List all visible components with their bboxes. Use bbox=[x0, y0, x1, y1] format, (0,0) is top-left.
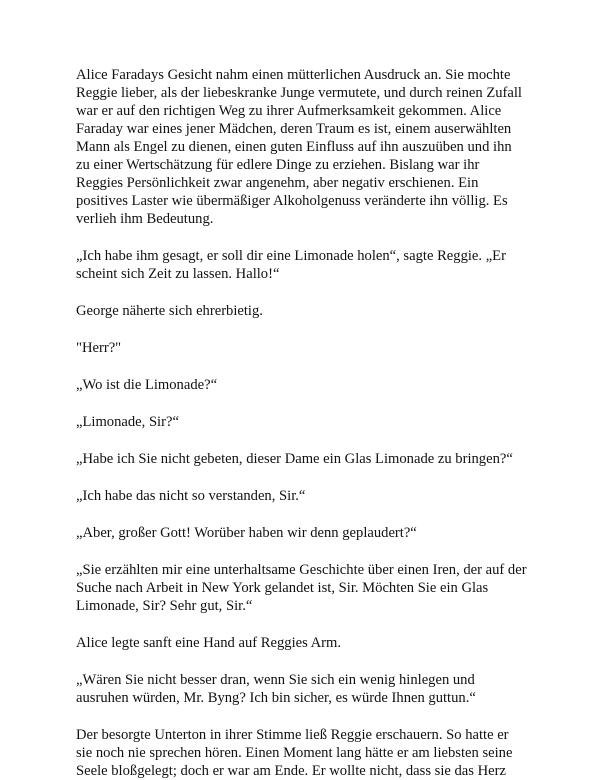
paragraph-not-understood: „Ich habe das nicht so verstanden, Sir.“ bbox=[76, 488, 306, 504]
paragraph-asked-bring: „Habe ich Sie nicht gebeten, dieser Dame ein Glas Limonade zu bringen?“ bbox=[76, 451, 513, 467]
paragraph-narration-alice: Alice Faradays Gesicht nahm einen mütterlichen Ausdruck an. Sie mochte Reggie lieber, als der liebeskranke Junge vermutete, und durch reinen Zufall war er auf den richtigen Weg zu ihrer Aufmerksamkeit gekommen. Alice Faraday war eines jener Mädchen, deren Traum es ist, einem auserwählten Mann als Engel zu dienen, einen guten Einfluss auf ihn auszuüben und ihn zu einer Wertschätzung für edlere Dinge zu erziehen. Bislang war ihr Reggies Persönlichkeit zwar angenehm, aber negativ erschienen. Ein positives Laster wie übermäßiger Alkoholgenuss veränderte ihn völlig. Es verlieh ihm Bedeutung. bbox=[76, 67, 522, 227]
paragraph-great-god: „Aber, großer Gott! Worüber haben wir denn geplaudert?“ bbox=[76, 525, 417, 541]
paragraph-george-approaches: George näherte sich ehrerbietig. bbox=[76, 303, 263, 319]
paragraph-irish-story: „Sie erzählten mir eine unterhaltsame Geschichte über einen Iren, der auf der Suche nach Arbeit in New York gelandet ist, Sir. Möchten Sie ein Glas Limonade, Sir? Sehr gut, Sir.“ bbox=[76, 562, 527, 614]
paragraph-lie-down: „Wären Sie nicht besser dran, wenn Sie sich ein wenig hinlegen und ausruhen würden, Mr. Byng? Ich bin sicher, es würde Ihnen guttun.“ bbox=[76, 672, 476, 706]
document-page bbox=[76, 66, 528, 780]
paragraph-reggie-limonade: „Ich habe ihm gesagt, er soll dir eine Limonade holen“, sagte Reggie. „Er scheint sich Zeit zu lassen. Hallo!“ bbox=[76, 248, 506, 282]
paragraph-alice-hand: Alice legte sanft eine Hand auf Reggies Arm. bbox=[76, 635, 342, 651]
paragraph-herr: "Herr?" bbox=[76, 340, 122, 356]
paragraph-limonade-sir: „Limonade, Sir?“ bbox=[76, 414, 179, 430]
paragraph-worried-tone: Der besorgte Unterton in ihrer Stimme ließ Reggie erschauern. So hatte er sie noch nie sprechen hören. Einen Moment lang hätte er am liebsten seine Seele bloßgelegt; doch er war am Ende. Er wollte nicht, dass sie das Herz bbox=[76, 727, 513, 779]
paragraph-where-limonade: „Wo ist die Limonade?“ bbox=[76, 377, 218, 393]
